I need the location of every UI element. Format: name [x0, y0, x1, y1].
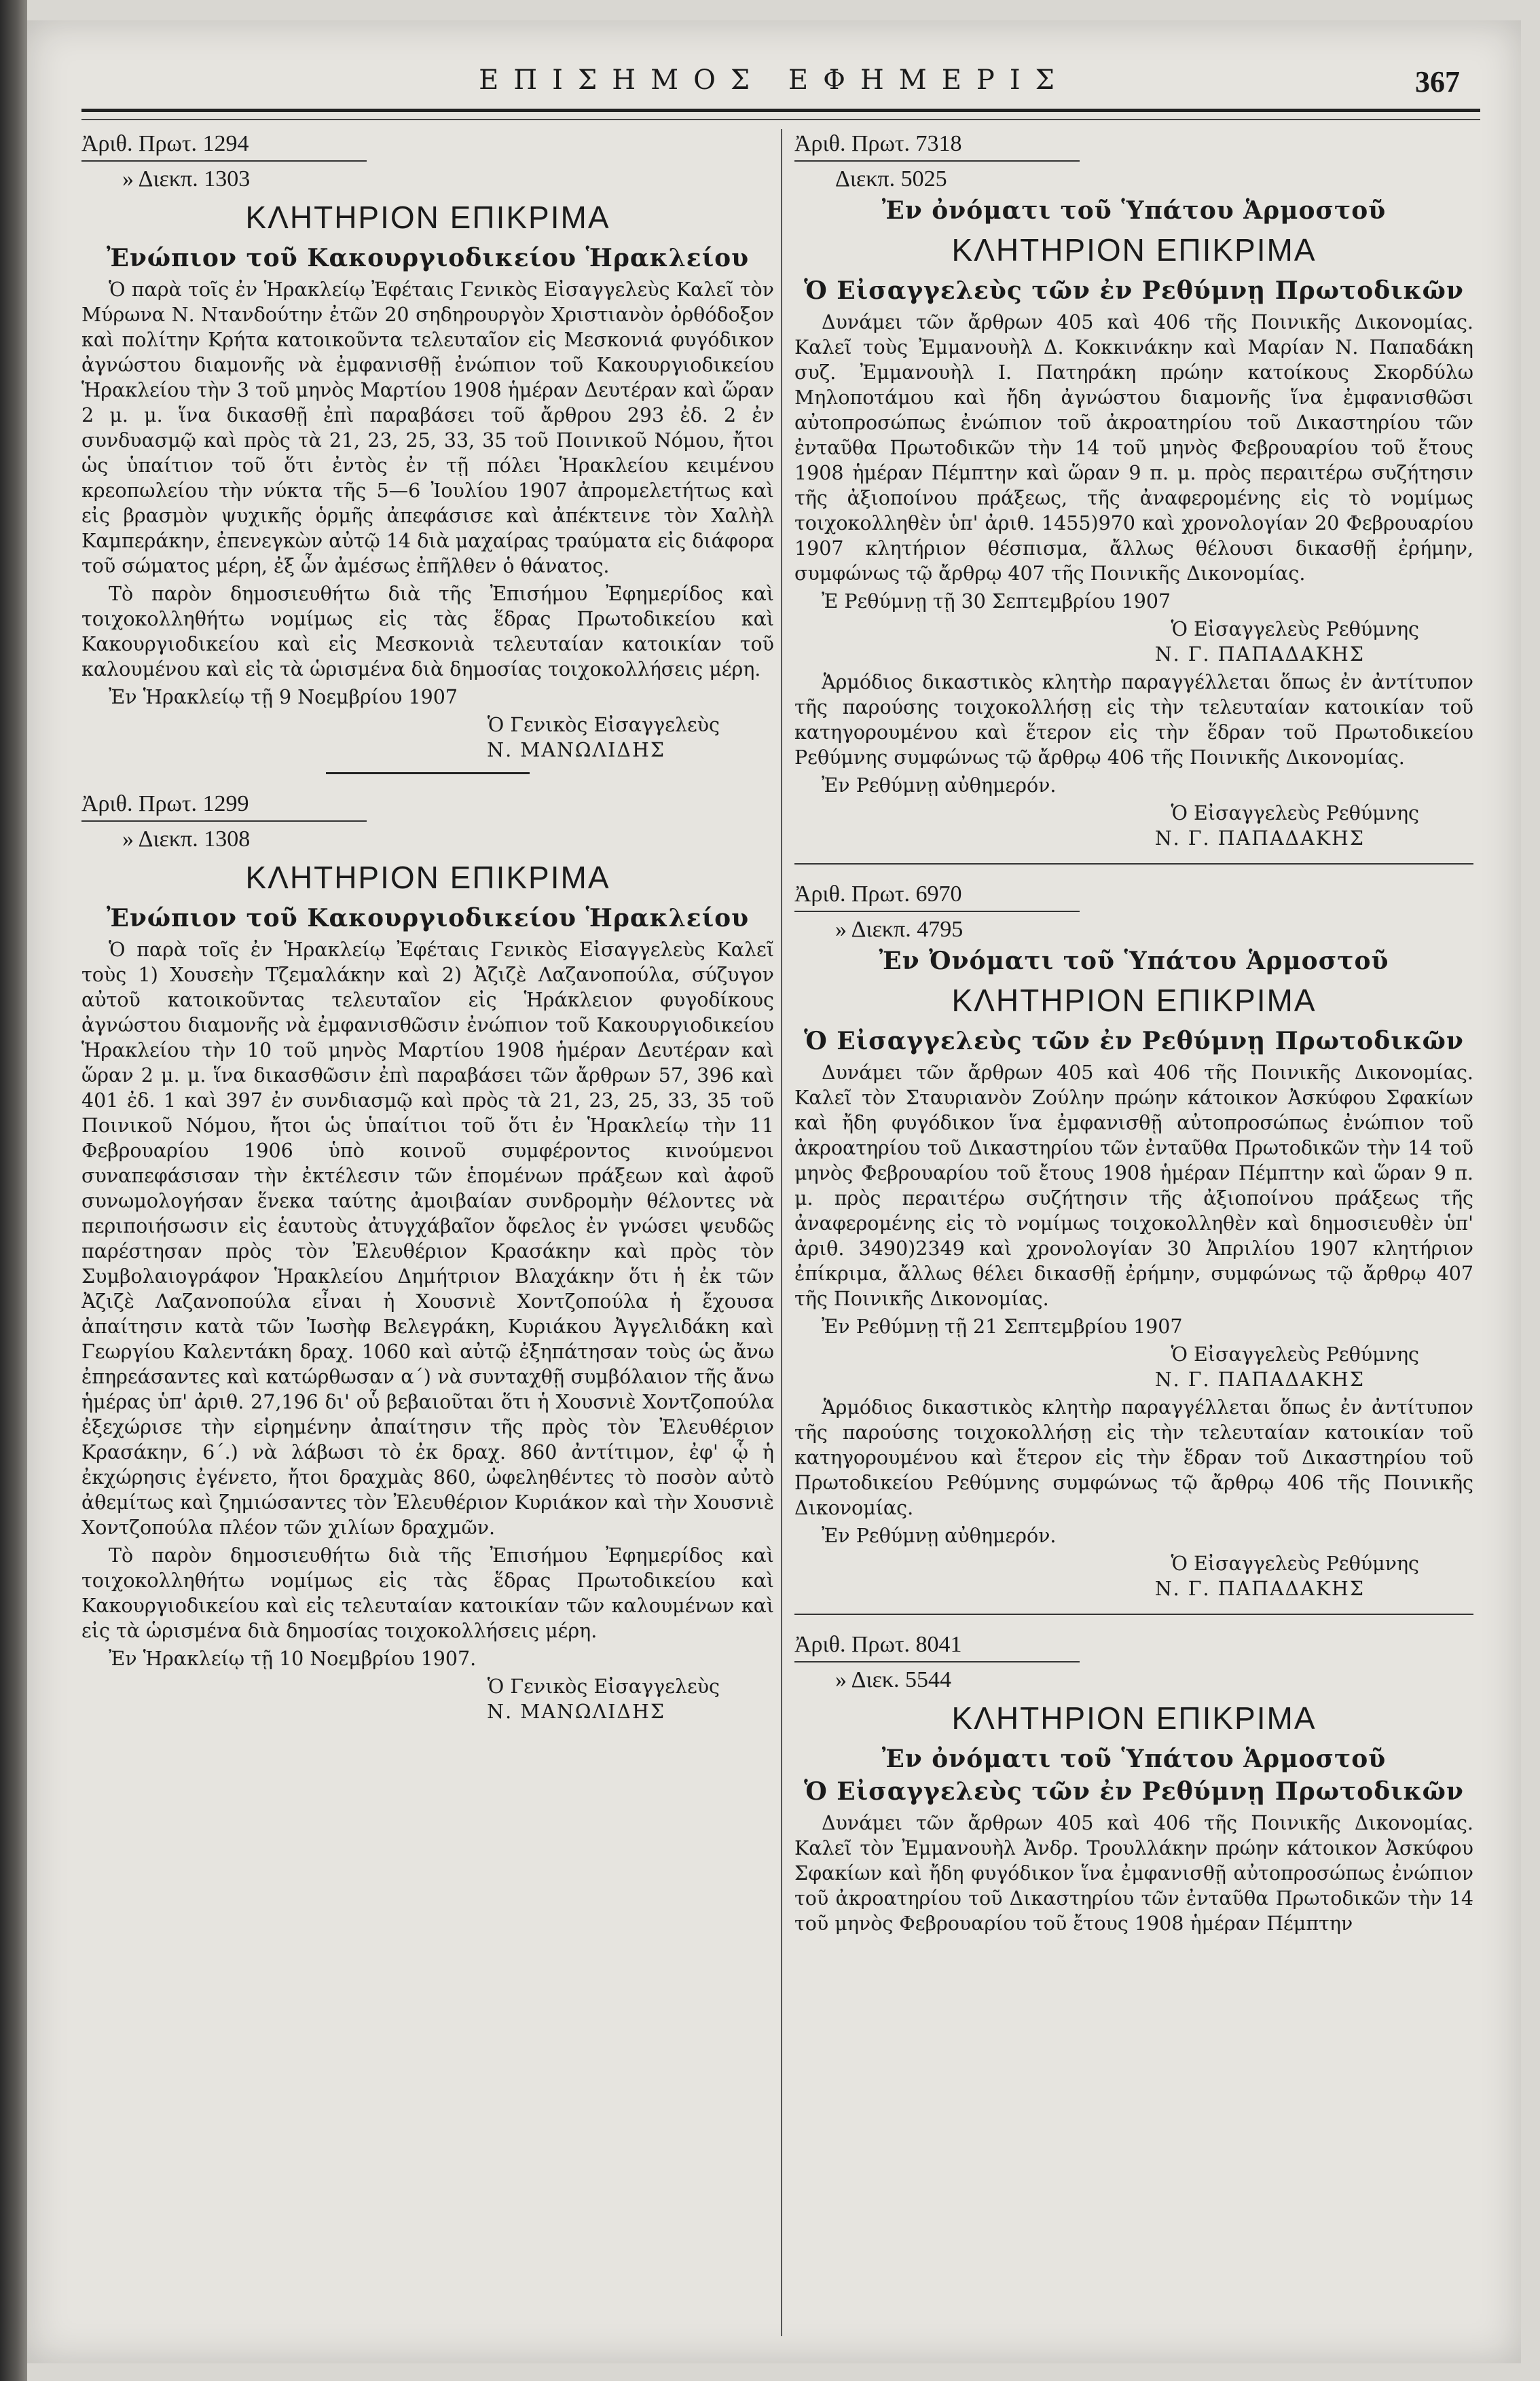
- dispatch-number: » Διεκ. 5544: [835, 1667, 952, 1692]
- signatory-name: Ν. Γ. ΠΑΠΑΔΑΚΗΣ: [1154, 1578, 1365, 1600]
- ref-rule: [81, 820, 367, 822]
- dispatch-number: Διεκπ. 5025: [835, 166, 947, 192]
- notice-subheading: Ὁ Εἰσαγγελεὺς τῶν ἐν Ρεθύμνῃ Πρωτοδικῶν: [804, 1027, 1464, 1055]
- notice-subheading: Ἐνώπιον τοῦ Κακουργιοδικείου Ἡρακλείου: [106, 904, 750, 932]
- signatory-name: Ν. ΜΑΝΩΛΙΔΗΣ: [487, 739, 665, 761]
- masthead-title: ΕΠΙΣΗΜΟΣ ΕΦΗΜΕΡΙΣ: [479, 65, 1069, 96]
- signatory-title: Ὁ Εἰσαγγελεὺς Ρεθύμνης: [1171, 618, 1419, 640]
- notice-subheading: Ἐνώπιον τοῦ Κακουργιοδικείου Ἡρακλείου: [106, 244, 750, 272]
- protocol-number: Ἀριθ. Πρωτ. 7318: [794, 131, 962, 156]
- notice-publication: Τὸ παρὸν δημοσιευθήτω διὰ τῆς Ἐπισήμου Ἐφημερίδος καὶ τοιχοκολληθήτω νομίμως εἰς τὰς ἕδρας Πρωτοδικείου καὶ Κακουργιοδικείου καὶ εἰς Μεσκονιὰ τελευταίαν κατοικίαν τοῦ καλουμένου καὶ εἰς τὰ ὡρισμένα διὰ δημοσίας τοιχοκολλήσεις μέρη.: [81, 583, 774, 680]
- right-column: [794, 129, 1473, 2357]
- page-number: 367: [1415, 65, 1460, 98]
- notice-right-2: [794, 879, 1473, 1615]
- invocation: Ἐν ὀνόματι τοῦ Ὑπάτου Ἁρμοστοῦ: [881, 1745, 1387, 1773]
- protocol-number: Ἀριθ. Πρωτ. 8041: [794, 1632, 962, 1657]
- end-rule: [326, 772, 530, 774]
- signatory-title: Ὁ Εἰσαγγελεὺς Ρεθύμνης: [1171, 802, 1419, 824]
- notice-right-1: [794, 129, 1473, 865]
- left-column: [81, 129, 774, 2357]
- notice-subheading: Ὁ Εἰσαγγελεὺς τῶν ἐν Ρεθύμνῃ Πρωτοδικῶν: [804, 276, 1464, 305]
- signatory-title: Ὁ Εἰσαγγελεὺς Ρεθύμνης: [1171, 1343, 1419, 1366]
- dateline: Ἐ Ρεθύμνῃ τῇ 30 Σεπτεμβρίου 1907: [822, 590, 1171, 613]
- signatory-title: Ὁ Εἰσαγγελεὺς Ρεθύμνης: [1171, 1552, 1419, 1575]
- notice-left-2: [81, 789, 774, 1724]
- separator-rule: [794, 863, 1473, 865]
- notice-right-3: [794, 1630, 1473, 1936]
- signatory-name: Ν. ΜΑΝΩΛΙΔΗΣ: [487, 1701, 665, 1723]
- protocol-number: Ἀριθ. Πρωτ. 1299: [81, 791, 249, 816]
- signatory-name: Ν. Γ. ΠΑΠΑΔΑΚΗΣ: [1154, 827, 1365, 850]
- dateline: Ἐν Ἡρακλείῳ τῇ 10 Νοεμβρίου 1907.: [109, 1648, 477, 1670]
- signatory-name: Ν. Γ. ΠΑΠΑΔΑΚΗΣ: [1154, 1368, 1365, 1391]
- notice-body: Δυνάμει τῶν ἄρθρων 405 καὶ 406 τῆς Ποινικῆς Δικονομίας. Καλεῖ τοὺς Ἐμμανουὴλ Δ. Κοκκινάκην καὶ Μαρίαν Ν. Παπαδάκη συζ. Ἐμμανουὴλ Ι. Πατηράκη πρώην κατοίκους Σκορδύλω Μηλοποτάμου καὶ ἤδη ἀγνώστου διαμονῆς ἵνα ἐμφανισθῶσι αὐτοπροσώπως ἐνώπιον τοῦ ἀκροατηρίου τοῦ Δικαστηρίου τῶν ἐνταῦθα Πρωτοδικῶν τὴν 14 τοῦ μηνὸς Φεβρουαρίου τοῦ ἔτους 1908 ἡμέραν Πέμπτην καὶ ὥραν 9 π. μ. πρὸς περαιτέρω συζήτησιν τῆς ἀξιοποίνου πράξεως, τῆς ἀναφερομένης εἰς τὸ νομίμως τοιχοκολληθὲν ὑπ' ἀριθ. 1455)970 καὶ χρονολογίαν 20 Φεβρουαρίου 1907 κλητήριον θέσπισμα, ἄλλως θέλουσι δικασθῇ ἐρήμην, συμφώνως τῷ ἄρθρῳ 407 τῆς Ποινικῆς Δικονομίας.: [794, 311, 1473, 585]
- signatory-title: Ὁ Γενικὸς Εἰσαγγελεὺς: [487, 714, 720, 736]
- masthead-rule: [81, 109, 1480, 120]
- column-divider: [781, 129, 782, 2336]
- notice-heading: ΚΛΗΤΗΡΙΟΝ ΕΠΙΚΡΙΜΑ: [951, 983, 1317, 1018]
- notice-body: Ὁ παρὰ τοῖς ἐν Ἡρακλείῳ Ἐφέταις Γενικὸς Εἰσαγγελεὺς Καλεῖ τοὺς 1) Χουσεὴν Τζεμαλάκην καὶ 2) Ἀζιζὲ Λαζανοπούλα, σύζυγον αὐτοῦ κατοικοῦντας τελευταῖον εἰς Ἡράκλειον φυγοδίκους ἀγνώστου διαμονῆς νὰ ἐμφανισθῶσιν ἐνώπιον τοῦ Κακουργιοδικείου Ἡρακλείου τὴν 10 τοῦ μηνὸς Μαρτίου 1908 ἡμέραν Δευτέραν καὶ ὥραν 2 μ. μ. ἵνα δικασθῶσιν ἐπὶ παραβάσει τῶν ἄρθρων 57, 396 καὶ 401 ἐδ. 1 καὶ 397 ἐν συνδιασμῷ καὶ πρὸς τὰ 21, 23, 25, 33, 35 τοῦ Ποινικοῦ Νόμου, ἤτοι ὡς ὑπαίτιοι τοῦ ὅτι ἐν Ἡρακλείῳ τὴν 11 Φεβρουαρίου 1906 ὑπὸ κοινοῦ συμφέροντος κινούμενοι συναπεφάσισαν τὴν ἐκτέλεσιν τῶν ἑπομένων πράξεων καὶ ἀφοῦ συνωμολογήσαν ἕνεκα ταύτης ἀμοιβαίαν συνδρομὴν θέλοντες νὰ περιποιήσωσιν εἰς ἑαυτοὺς ἀτυγχάβαῖον ὄφελος ἐν γνώσει ψευδῶς παρέστησαν πρὸς τὸν Ἐλευθέριον Κρασάκην καὶ πρὸς τὸν Συμβολαιογράφον Ἡρακλείου Δημήτριον Βλαχάκην ὅτι ἡ ἐκ τῶν Ἀζιζὲ Λαζανοπούλα εἶναι ἡ Χουσνιὲ Χοντζοπούλα ἡ ἔχουσα ἀπαίτησιν κατὰ τῶν Ἰωσὴφ Βελεγράκη, Κυριάκου Ἀγγελιδάκη καὶ Γεωργίου Καλεντάκη δραχ. 1060 καὶ αὐτῷ ἐξηπάτησαν τοὺς ὡς ἄνω ἐπηρεάσαντες καὶ κατώρθωσαν α΄) νὰ συνταχθῇ συμβόλαιον τῆς ἄνω ἡμέρας ὑπ' ἀριθ. 27,196 δι' οὗ βεβαιοῦται ὅτι ἡ Χουσνιὲ Χοντζοπούλα ἐξεχώρισε τὴν εἰρημένην ἀπαίτησιν τῆς πρὸς τὸν Ἐλευθέριον Κρασάκην, 6΄.) νὰ λάβωσι τὸ ἐκ δραχ. 860 ἀντίτιμον, ἐφ' ᾧ ἡ ἐκχώρησις ἐγένετο, ἤτοι δραχμὰς 860, ὠφεληθέντες τὸ ποσὸν αὐτὸ ἀθεμίτως καὶ ζημιώσαντες τὸν Ἐλευθέριον Κυριάκον καὶ τὴν Χουσνιὲ Χοντζοπούλα πλέον τῶν χιλίων δραχμῶν.: [81, 939, 774, 1539]
- notice-heading: ΚΛΗΤΗΡΙΟΝ ΕΠΙΚΡΙΜΑ: [951, 232, 1317, 268]
- notice-heading: ΚΛΗΤΗΡΙΟΝ ΕΠΙΚΡΙΜΑ: [951, 1701, 1317, 1736]
- notice-left-1: [81, 129, 774, 774]
- notice-body: Ὁ παρὰ τοῖς ἐν Ἡρακλείῳ Ἐφέταις Γενικὸς Εἰσαγγελεὺς Καλεῖ τὸν Μύρωνα Ν. Ντανδούτην ἐτῶν 20 σηδηρουργὸν Χριστιανὸν ὀρθόδοξον καὶ πολίτην Κρήτα κατοικοῦντα τελευταῖον εἰς Μεσκονιά φυγόδικον ἀγνώστου διαμονῆς νὰ ἐμφανισθῇ ἐνώπιον τοῦ Κακουργιοδικείου Ἡρακλείου τὴν 3 τοῦ μηνὸς Μαρτίου 1908 ἡμέραν Δευτέραν καὶ ὥραν 2 μ. μ. ἵνα δικασθῇ ἐπὶ παραβάσει τοῦ ἄρθρου 293 ἐδ. 2 ἐν συνδυασμῷ καὶ πρὸς τὰ 21, 23, 25, 33, 35 τοῦ Ποινικοῦ Νόμου, ἤτοι ὡς ὑπαίτιον τοῦ ὅτι ἐντὸς ἐν τῇ πόλει Ἡρακλείου κειμένου κρεοπωλείου τὴν νύκτα τῆς 5—6 Ἰουλίου 1907 ἀπρομελετήτως καὶ εἰς βρασμὸν ψυχικῆς ὁρμῆς ἀπεφάσισε καὶ ἀπέκτεινε τὸν Χαλὴλ Καμπεράκην, ἐπενεγκὼν αὐτῷ 14 διὰ μαχαίρας τραύματα εἰς διάφορα τοῦ σώματος μέρη, ἐξ ὧν ἀμέσως ἐπῆλθεν ὁ θάνατος.: [81, 278, 774, 577]
- bailiff-order: Ἁρμόδιος δικαστικὸς κλητὴρ παραγγέλλεται ὅπως ἐν ἀντίτυπον τῆς παρούσης τοιχοκολλήσῃ εἰς τὴν τελευταίαν κατοικίαν τοῦ κατηγορουμένου καὶ ἕτερον εἰς τὴν ἕδραν τοῦ Πρωτοδικείου Ρεθύμνης συμφώνως τῷ ἄρθρῳ 406 τῆς Ποινικῆς Δικονομίας.: [794, 671, 1473, 769]
- signatory-name: Ν. Γ. ΠΑΠΑΔΑΚΗΣ: [1154, 643, 1365, 666]
- invocation: Ἐν Ὀνόματι τοῦ Ὑπάτου Ἁρμοστοῦ: [879, 947, 1389, 975]
- notice-body: Δυνάμει τῶν ἄρθρων 405 καὶ 406 τῆς Ποινικῆς Δικονομίας. Καλεῖ τὸν Σταυριανὸν Ζούλην πρώην κάτοικον Ἀσκύφου Σφακίων καὶ ἤδη φυγόδικον ἵνα ἐμφανισθῇ αὐτοπροσώπως ἐνώπιον τοῦ ἀκροατηρίου τοῦ Δικαστηρίου τῶν ἐνταῦθα Πρωτοδικῶν τὴν 14 τοῦ μηνὸς Φεβρουαρίου τοῦ ἔτους 1908 ἡμέραν Πέμπτην καὶ ὥραν 9 π. μ. πρὸς περαιτέρω συζήτησιν τῆς ἀξιοποίνου πράξεως τῆς ἀναφερομένης εἰς τὸ νομίμως τοιχοκολληθὲν καὶ δημοσιευθὲν ὑπ' ἀριθ. 3490)2349 καὶ χρονολογίαν 30 Ἀπριλίου 1907 κλητήριον ἐπίκριμα, ἄλλως θέλει δικασθῇ ἐρήμην, συμφώνως τῷ ἄρθρῳ 407 τῆς Ποινικῆς Δικονομίας.: [794, 1061, 1473, 1310]
- notice-heading: ΚΛΗΤΗΡΙΟΝ ΕΠΙΚΡΙΜΑ: [245, 200, 610, 235]
- ref-rule: [794, 1661, 1080, 1662]
- separator-rule: [794, 1614, 1473, 1615]
- masthead: [81, 65, 1467, 112]
- ref-rule: [794, 911, 1080, 912]
- dateline: Ἐν Ρεθύμνῃ αὐθημερόν.: [822, 774, 1057, 797]
- dateline: Ἐν Ἡρακλείῳ τῇ 9 Νοεμβρίου 1907: [109, 686, 458, 708]
- dispatch-number: » Διεκπ. 1308: [122, 826, 251, 852]
- ref-rule: [794, 160, 1080, 162]
- dateline: Ἐν Ρεθύμνῃ τῇ 21 Σεπτεμβρίου 1907: [822, 1315, 1183, 1338]
- protocol-number: Ἀριθ. Πρωτ. 1294: [81, 131, 249, 156]
- notice-subheading: Ὁ Εἰσαγγελεὺς τῶν ἐν Ρεθύμνῃ Πρωτοδικῶν: [804, 1777, 1464, 1806]
- notice-heading: ΚΛΗΤΗΡΙΟΝ ΕΠΙΚΡΙΜΑ: [245, 860, 610, 895]
- dateline: Ἐν Ρεθύμνῃ αὐθημερόν.: [822, 1525, 1057, 1547]
- protocol-number: Ἀριθ. Πρωτ. 6970: [794, 881, 962, 907]
- ref-rule: [81, 160, 367, 162]
- notice-publication: Τὸ παρὸν δημοσιευθήτω διὰ τῆς Ἐπισήμου Ἐφημερίδος καὶ τοιχοκολληθήτω νομίμως εἰς τὰς ἕδρας Πρωτοδικείου καὶ Κακουργιοδικείου καὶ εἰς τελευταίαν κατοικίαν τῶν καλουμένων καὶ εἰς τὰ ὡρισμένα διὰ δημοσίας τοιχοκολλήσεις μέρη.: [81, 1544, 774, 1642]
- dispatch-number: » Διεκπ. 1303: [122, 166, 251, 192]
- notice-body: Δυνάμει τῶν ἄρθρων 405 καὶ 406 τῆς Ποινικῆς Δικονομίας. Καλεῖ τὸν Ἐμμανουὴλ Ἀνδρ. Τρουλλάκην πρώην κάτοικον Ἀσκύφου Σφακίων καὶ ἤδη φυγόδικον ἵνα ἐμφανισθῇ αὐτοπροσώπως ἐνώπιον τοῦ ἀκροατηρίου τοῦ Δικαστηρίου τῶν ἐνταῦθα Πρωτοδικῶν τὴν 14 τοῦ μηνὸς Φεβρουαρίου τοῦ ἔτους 1908 ἡμέραν Πέμπτην: [794, 1812, 1473, 1935]
- book-binding-edge: [0, 0, 27, 2381]
- dispatch-number: » Διεκπ. 4795: [835, 917, 964, 942]
- signatory-title: Ὁ Γενικὸς Εἰσαγγελεὺς: [487, 1675, 720, 1698]
- invocation: Ἐν ὀνόματι τοῦ Ὑπάτου Ἁρμοστοῦ: [881, 196, 1387, 225]
- bailiff-order: Ἁρμόδιος δικαστικὸς κλητὴρ παραγγέλλεται ὅπως ἐν ἀντίτυπον τῆς παρούσης τοιχοκολλήσῃ εἰς τὴν τελευταίαν κατοικίαν τοῦ κατηγορουμένου καὶ ἕτερον εἰς τὴν ἕδραν τοῦ Δικαστηρίου τοῦ Πρωτοδικείου Ρεθύμνης συμφώνως τῷ ἄρθρῳ 406 τῆς Ποινικῆς Δικονομίας.: [794, 1396, 1473, 1519]
